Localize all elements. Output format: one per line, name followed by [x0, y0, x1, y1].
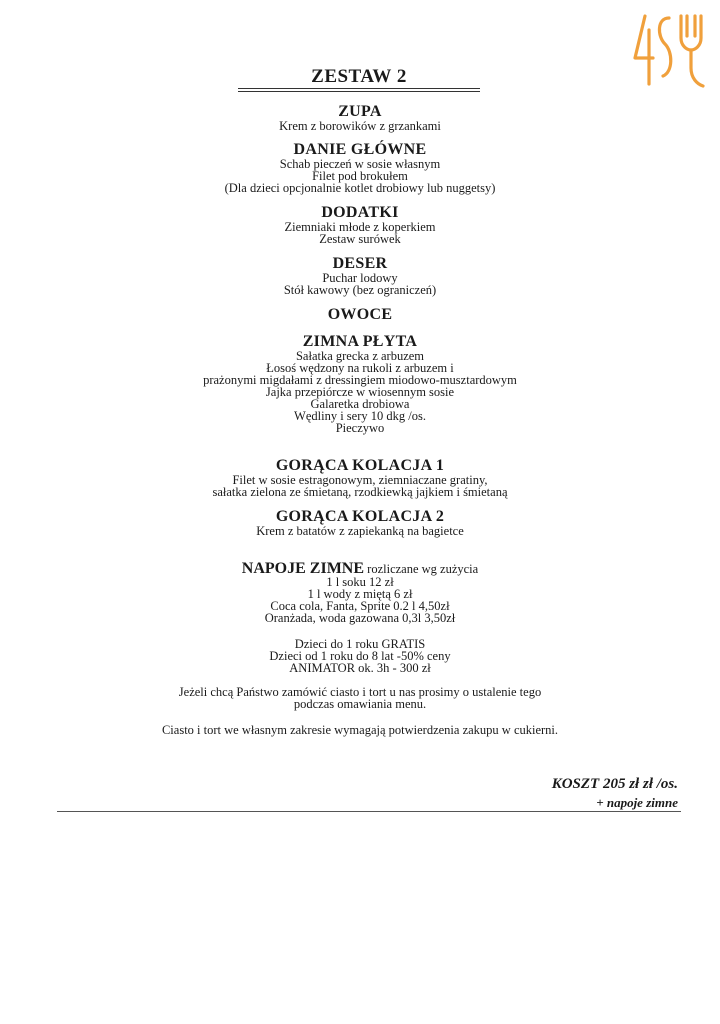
section-heading-owoce: OWOCE: [327, 306, 393, 323]
dodatki-item: Ziemniaki młode z koperkiem: [284, 220, 436, 234]
title-underline-2: [238, 91, 480, 92]
zimna-plyta-item: Wędliny i sery 10 dkg /os.: [294, 409, 426, 423]
menu-title: ZESTAW 2: [311, 66, 407, 87]
zimna-plyta-item: Łosoś wędzony na rukoli z arbuzem i: [266, 361, 454, 375]
zimna-plyta-item: prażonymi migdałami z dressingiem miodowo-musztardowym: [203, 373, 517, 387]
price-per-person: KOSZT 205 zł zł /os.: [551, 776, 678, 792]
section-heading-goraca-kolacja-1: GORĄCA KOLACJA 1: [275, 457, 445, 474]
deser-item: Puchar lodowy: [322, 271, 398, 285]
title-underline-1: [238, 88, 480, 89]
danie-glowne-item: (Dla dzieci opcjonalnie kotlet drobiowy lub nuggetsy): [224, 181, 496, 195]
drinks-note: rozliczane wg zużycia: [364, 562, 479, 576]
drink-item: Oranżada, woda gazowana 0,3l 3,50zł: [264, 611, 456, 625]
children-info: Dzieci od 1 roku do 8 lat -50% ceny: [269, 649, 451, 663]
section-heading-deser: DESER: [332, 255, 388, 272]
zimna-plyta-item: Galaretka drobiowa: [310, 397, 410, 411]
goraca-kolacja-1-item: sałatka zielona ze śmietaną, rzodkiewką jajkiem i śmietaną: [212, 485, 508, 499]
zimna-plyta-item: Pieczywo: [335, 421, 385, 435]
danie-glowne-item: Filet pod brokułem: [312, 169, 408, 183]
goraca-kolacja-1-item: Filet w sosie estragonowym, ziemniaczane gratiny,: [232, 473, 488, 487]
cake-note: Jeżeli chcą Państwo zamówić ciasto i tort u nas prosimy o ustalenie tego: [178, 685, 542, 699]
zimna-plyta-item: Sałatka grecka z arbuzem: [295, 349, 425, 363]
section-heading-goraca-kolacja-2: GORĄCA KOLACJA 2: [275, 508, 445, 525]
cake-note: podczas omawiania menu.: [293, 697, 427, 711]
danie-glowne-item: Schab pieczeń w sosie własnym: [279, 157, 441, 171]
children-info: Dzieci do 1 roku GRATIS: [294, 637, 426, 651]
drink-item: Coca cola, Fanta, Sprite 0.2 l 4,50zł: [270, 599, 450, 613]
drink-item: 1 l soku 12 zł: [326, 575, 394, 589]
section-heading-zupa: ZUPA: [338, 103, 382, 120]
drink-item: 1 l wody z miętą 6 zł: [307, 587, 413, 601]
zupa-item: Krem z borowików z grzankami: [279, 119, 441, 133]
drinks-heading: NAPOJE ZIMNE: [241, 560, 365, 577]
section-heading-dodatki: DODATKI: [321, 204, 399, 221]
section-heading-danie-glowne: DANIE GŁÓWNE: [293, 141, 427, 158]
cake-confirmation-note: Ciasto i tort we własnym zakresie wymagają potwierdzenia zakupu w cukierni.: [161, 723, 559, 737]
price-extra-note: + napoje zimne: [596, 795, 678, 810]
children-info: ANIMATOR ok. 3h - 300 zł: [289, 661, 431, 675]
section-heading-zimna-plyta: ZIMNA PŁYTA: [302, 333, 418, 350]
goraca-kolacja-2-item: Krem z batatów z zapiekanką na bagietce: [256, 524, 464, 538]
bottom-divider: [57, 811, 681, 812]
restaurant-logo-icon: [631, 12, 707, 92]
zimna-plyta-item: Jajka przepiórcze w wiosennym sosie: [265, 385, 455, 399]
deser-item: Stół kawowy (bez ograniczeń): [283, 283, 437, 297]
dodatki-item: Zestaw surówek: [319, 232, 401, 246]
